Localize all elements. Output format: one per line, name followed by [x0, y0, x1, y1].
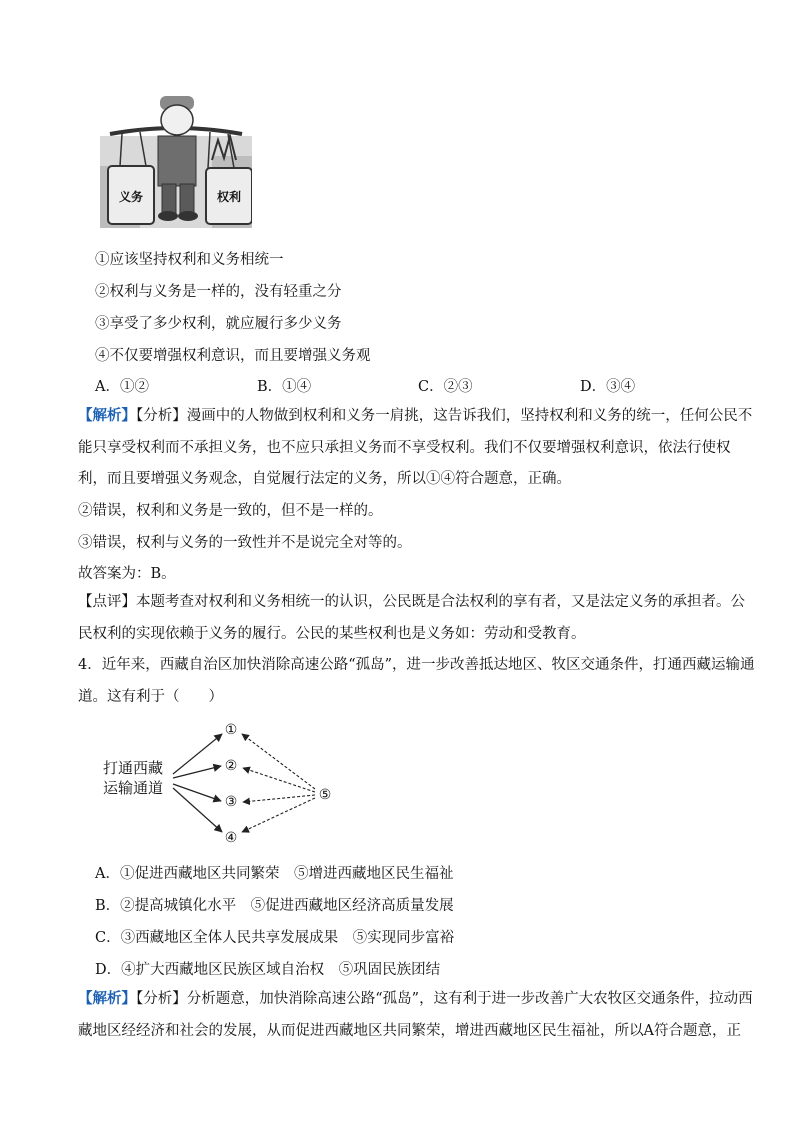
option-text: ①促进西藏地区共同繁荣 ⑤增进西藏地区民生福祉: [119, 866, 454, 882]
diagram-source-line1: 打通西藏: [102, 760, 164, 777]
q4-stem: 4．近年来，西藏自治区加快消除高速公路“孤岛”，进一步改善抵达地区、牧区交通条件，打通西藏运输通道。这有利于（ ）: [78, 657, 755, 705]
option-letter: C．: [418, 379, 444, 395]
analysis-text: 【分析】分析题意，加快消除高速公路“孤岛”，这有利于进一步改善广大农牧区交通条件，拉动西藏地区经经济和社会的发展，从而促进西藏地区共同繁荣，增进西藏地区民生福祉，所以A符合题意，正: [78, 991, 753, 1039]
option-text: ③西藏地区全体人民共享发展成果 ⑤实现同步富裕: [120, 930, 455, 946]
analysis-tag: 【解析】: [78, 990, 136, 1007]
diagram-node-1: ①: [224, 722, 238, 738]
option-letter: A．: [95, 379, 120, 395]
q3-analysis: [78, 400, 758, 496]
option-letter: D．: [580, 379, 607, 395]
q3-error-3: ③错误，权利与义务的一致性并不是说完全对等的。: [78, 535, 412, 551]
q3-error-2: ②错误，权利和义务是一致的，但不是一样的。: [78, 503, 383, 519]
option-text: ①④: [282, 379, 312, 395]
q3-answer: 故答案为：B。: [78, 566, 176, 582]
option-text: ②提高城镇化水平 ⑤促进西藏地区经济高质量发展: [120, 898, 454, 914]
bucket-label-right: 权利: [216, 190, 242, 204]
q4-diagram: [95, 716, 355, 856]
option-letter: D．: [95, 962, 122, 978]
q4-analysis: [78, 983, 758, 1047]
q3-comment: 【点评】本题考查对权利和义务相统一的认识，公民既是合法权利的享有者，又是法定义务的承担者。公民权利的实现依赖于义务的履行。公民的某些权利也是义务如：劳动和受教育。: [78, 594, 745, 642]
option-letter: B．: [95, 898, 121, 914]
option-text: ①②: [119, 379, 149, 395]
q3-statement-1: ①应该坚持权利和义务相统一: [95, 252, 284, 268]
q3-statement-4: ④不仅要增强权利意识，而且要增强义务观: [95, 348, 371, 364]
q4-option-a: [95, 862, 453, 883]
q3-option-b: [257, 375, 311, 396]
bucket-label-left: 义务: [118, 190, 144, 204]
option-letter: C．: [95, 930, 121, 946]
diagram-node-5: ⑤: [318, 787, 332, 803]
analysis-tag: 【解析】: [78, 407, 136, 424]
diagram-node-4: ④: [224, 830, 238, 846]
q4-option-d: [95, 958, 440, 979]
q3-option-c: [418, 375, 473, 396]
q3-option-a: [95, 375, 149, 396]
q3-option-d: [580, 375, 635, 396]
analysis-text: 【分析】漫画中的人物做到权利和义务一肩挑，这告诉我们，坚持权利和义务的统一，任何公民不能只享受权利而不承担义务，也不应只承担义务而不享受权利。我们不仅要增强权利意识，依法行使权利，而且要增强义务观念，自觉履行法定的义务，所以①④符合题意，正确。: [78, 408, 753, 487]
diagram-node-2: ②: [224, 758, 238, 774]
diagram-node-3: ③: [224, 794, 238, 810]
option-text: ④扩大西藏地区民族区域自治权 ⑤巩固民族团结: [121, 962, 441, 978]
q4-option-c: [95, 926, 454, 947]
cartoon-illustration: [100, 96, 252, 228]
option-letter: B．: [257, 379, 283, 395]
option-letter: A．: [95, 866, 120, 882]
q4-option-b: [95, 894, 454, 915]
option-text: ②③: [443, 379, 473, 395]
q3-statement-2: ②权利与义务是一样的，没有轻重之分: [95, 284, 342, 300]
q3-statement-3: ③享受了多少权利，就应履行多少义务: [95, 316, 342, 332]
option-text: ③④: [606, 379, 636, 395]
diagram-source-line2: 运输通道: [102, 780, 164, 797]
